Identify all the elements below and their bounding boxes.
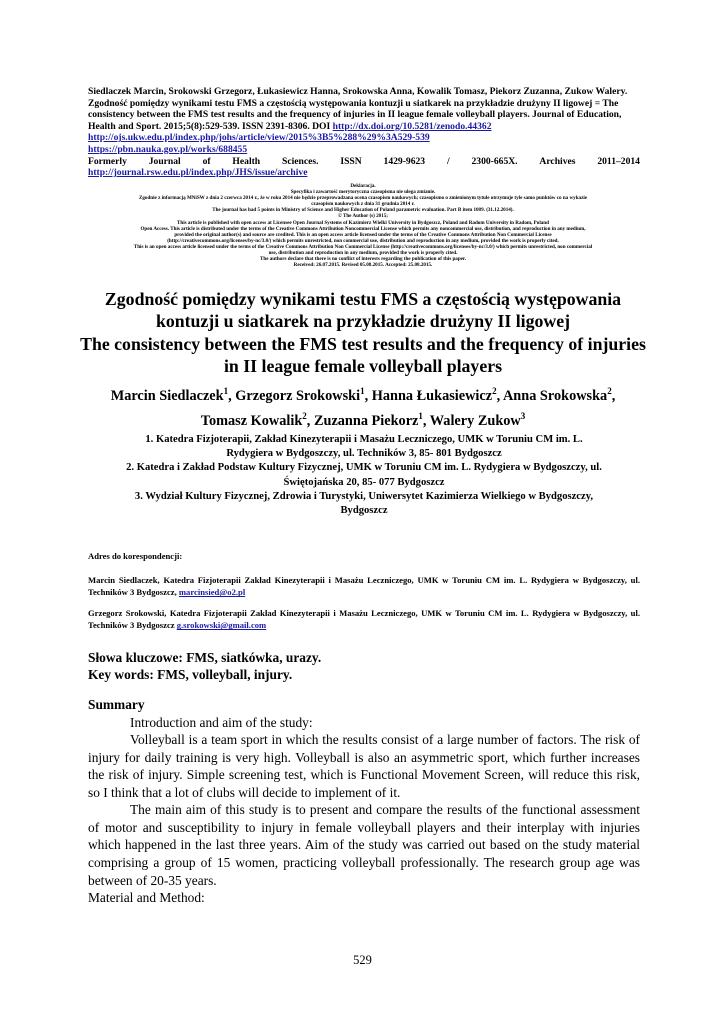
author-name: Hanna Łukasiewicz [371,387,493,404]
declaration-line: This is an open access article licensed under the terms of the Creative Commons Attribution Non Commercial License (http://creativecommons.org/licenses/by-nc/3.0/) which permits unrestricted, non commercial [133,243,593,250]
declaration-line: © The Author (s) 2015; [337,213,389,220]
declaration-line: The authors declare that there is no conflict of interests regarding the publication of this paper. [259,256,466,263]
title-pl-line: Zgodność pomiędzy wynikami testu FMS a częstością występowania [104,289,622,309]
author-name: Walery Zukow [429,412,521,429]
formerly-word: 1429-9623 [383,155,426,167]
citation-line: consistency between the FMS test results and the frequency of injuries in II league female volleyball players. Journal of Education, [88,109,622,121]
affiliation-line: Rydygiera w Bydgoszczy, ul. Techników 3, 85- 801 Bydgoszcz [226,448,502,460]
declaration-line: Open Access. This article is distributed under the terms of the Creative Commons Attribution Noncommercial License which permits any noncommercial use, distribution, and reproduction in any medium, [140,225,586,232]
author-separator: , [306,412,314,429]
author-separator: , [611,387,616,404]
formerly-word: Journal [148,155,181,167]
author-affiliation-mark: 1 [418,410,423,421]
correspondence-text: Marcin Siedlaczek, Katedra Fizjoterapii Zakład Kinezyterapii i Masażu Leczniczego, UMK w Toruniu CM im. L. Rydygiera w Bydgoszczy, ul. Techników 3 Bydgoszcz, [88,575,640,598]
correspondence-entry [88,607,640,632]
citation-block [88,86,640,179]
citation-line [88,167,640,179]
author-name: Grzegorz Srokowski [235,387,361,404]
summary-paragraph: The main aim of this study is to present and compare the results of the functional assessment of motor and susceptibility to injury in female volleyball players and their interplay with injuries which happened in the last three years. Aim of the study was carried out based on the study material comprising a group of 15 women, practicing volleyball professionally. The research group age was between of 20-35 years. [88,802,640,888]
author-separator: , [422,412,430,429]
page-number: 529 [353,953,372,967]
formerly-word: Archives [539,155,576,167]
email-link[interactable]: marcinsied@o2.pl [178,587,246,598]
archive-link[interactable]: http://journal.rsw.edu.pl/index.php/JHS/issue/archive [88,167,308,179]
declaration-line: This article is published with open access at Licensee Open Journal Systems of Kazimierz Wielki University in Bydgoszcz, Poland and Radom University in Radom, Poland [177,219,549,226]
keywords-en: Key words: FMS, volleyball, injury. [88,667,293,682]
email-link[interactable]: g.srokowski@gmail.com [176,620,267,631]
formerly-word: / [446,155,450,167]
citation-line-text: Health and Sport. 2015;5(8):529-539. ISSN 2391-8306. DOI [88,120,333,132]
formerly-word: Formerly [88,155,127,167]
affiliation-line: 2. Katedra i Zakład Podstaw Kultury Fizycznej, UMK w Toruniu CM im. L. Rydygiera w Bydgoszczy, ul. [126,462,602,474]
affiliation-line: 3. Wydział Kultury Fizycznej, Zdrowia i Turystyki, Uniwersytet Kazimierza Wielkiego w Bydgoszczy, [134,490,594,502]
keywords [88,649,321,683]
citation-line: Zgodność pomiędzy wynikami testu FMS a częstością występowania kontuzji u siatkarek na przykładzie drużyny II ligowej = The [88,97,619,109]
formerly-word: of [202,155,211,167]
author-affiliation-mark: 1 [223,386,229,396]
citation-line [88,132,640,144]
declaration-line: Zgodnie z informacją MNiSW z dnia 2 czerwca 2014 r., że w roku 2014 nie będzie przeprowadzana ocena czasopism naukowych; czasopismo o zmienionym tytule otrzymuje tyle samo punktów co na wykazie [138,195,588,202]
author-affiliation-mark: 3 [520,410,526,421]
declaration-line: Deklaracja. [350,183,376,189]
affiliation-line: Świętojańska 20, 85- 077 Bydgoszcz [283,476,445,488]
declaration-line: use, distribution and reproduction in any medium, provided the work is properly cited. [268,250,458,257]
author-name: Marcin Siedlaczek [110,387,224,404]
formerly-word: Health [232,155,261,167]
author-affiliation-mark: 2 [607,386,612,396]
declaration-line: (http://creativecommons.org/licenses/by-nc/3.0/) which permits unrestricted, non commercial use, distribution and reproduction in any medium, provided the work is properly cited. [167,237,559,244]
declaration-line: The journal has had 5 points in Ministry of Science and Higher Education of Poland parametric evaluation. Part B item 1089. (31.12.2014). [212,207,514,214]
pbn-link[interactable]: https://pbn.nauka.gov.pl/works/688455 [88,143,248,155]
ojs-link[interactable]: http://ojs.ukw.edu.pl/index.php/johs/article/view/2015%3B5%288%29%3A529-539 [88,132,430,144]
author-name: Tomasz Kowalik [200,412,303,429]
author-name: Anna Srokowska [502,387,608,404]
declaration-line: Specyfika i zawartość merytoryczna czasopisma nie ulega zmianie. [290,189,436,196]
author-separator: , [496,387,503,404]
correspondence-entry [88,574,640,599]
summary-intro: Introduction and aim of the study: [130,715,313,730]
affiliation-line: 1. Katedra Fizjoterapii, Zakład Kinezyterapii i Masażu Leczniczego, UMK w Toruniu CM im. L. [145,434,583,445]
citation-line: Siedlaczek Marcin, Srokowski Grzegorz, Łukasiewicz Hanna, Srokowska Anna, Kowalik Tomasz, Piekorz Zuzanna, Zukow Walery. [88,86,628,97]
author-separator: , [228,387,236,404]
title-en-line: The consistency between the FMS test results and the frequency of injuries [80,333,646,354]
formerly-word: 2011–2014 [597,155,640,167]
doi-link[interactable]: http://dx.doi.org/10.5281/zenodo.44362 [332,120,492,132]
title-en-line: in II league female volleyball players [223,356,503,377]
declaration-line: Received: 26.07.2015. Revised 05.08.2015. Accepted: 25.08.2015. [293,262,433,269]
author-name: Zuzanna Piekorz [313,412,419,429]
declaration-block [60,183,666,268]
formerly-word: Sciences. [281,155,319,167]
article-title [70,288,656,378]
author-list [70,381,656,431]
summary-paragraph: Volleyball is a team sport in which the results consist of a large number of factors. The risk of injury for daily training is very high. Volleyball is also an asymmetric sport, which further increases the risk of injury. Simple screening test, which is Functional Movement Screen, will reduce this risk, so I think that a lot of clubs will decide to implement of it. [88,732,640,801]
correspondence-label: Adres do korespondencji: [88,551,183,561]
citation-line [88,121,640,133]
citation-line [88,144,640,156]
formerly-word: ISSN [340,155,362,167]
author-affiliation-mark: 2 [492,386,497,396]
declaration-line: provided the original author(s) and source are credited. This is an open access article licensed under the terms of the Creative Commons Attribution Non Commercial License [174,231,552,238]
correspondence-text: Grzegorz Srokowski, Katedra Fizjoterapii Zakład Kinezyterapii i Masażu Leczniczego, UMK w Toruniu CM im. L. Rydygiera w Bydgoszczy, ul. Techników 3 Bydgoszcz [88,608,640,631]
material-method-heading: Material and Method: [88,890,205,905]
author-affiliation-mark: 2 [302,410,307,421]
formerly-word: 2300-665X. [471,155,518,167]
affiliation-line: Bydgoszcz [340,505,388,517]
title-pl-line: kontuzji u siatkarek na przykładzie drużyny II ligowej [155,311,571,332]
keywords-pl: Słowa kluczowe: FMS, siatkówka, urazy. [88,650,322,665]
author-separator: , [364,387,372,404]
declaration-line: czasopism naukowych z dnia 31 grudnia 2014 r. [311,201,415,208]
summary-heading: Summary [88,697,145,712]
affiliations [88,433,640,518]
formerly-line [88,156,640,168]
author-affiliation-mark: 1 [360,386,365,396]
